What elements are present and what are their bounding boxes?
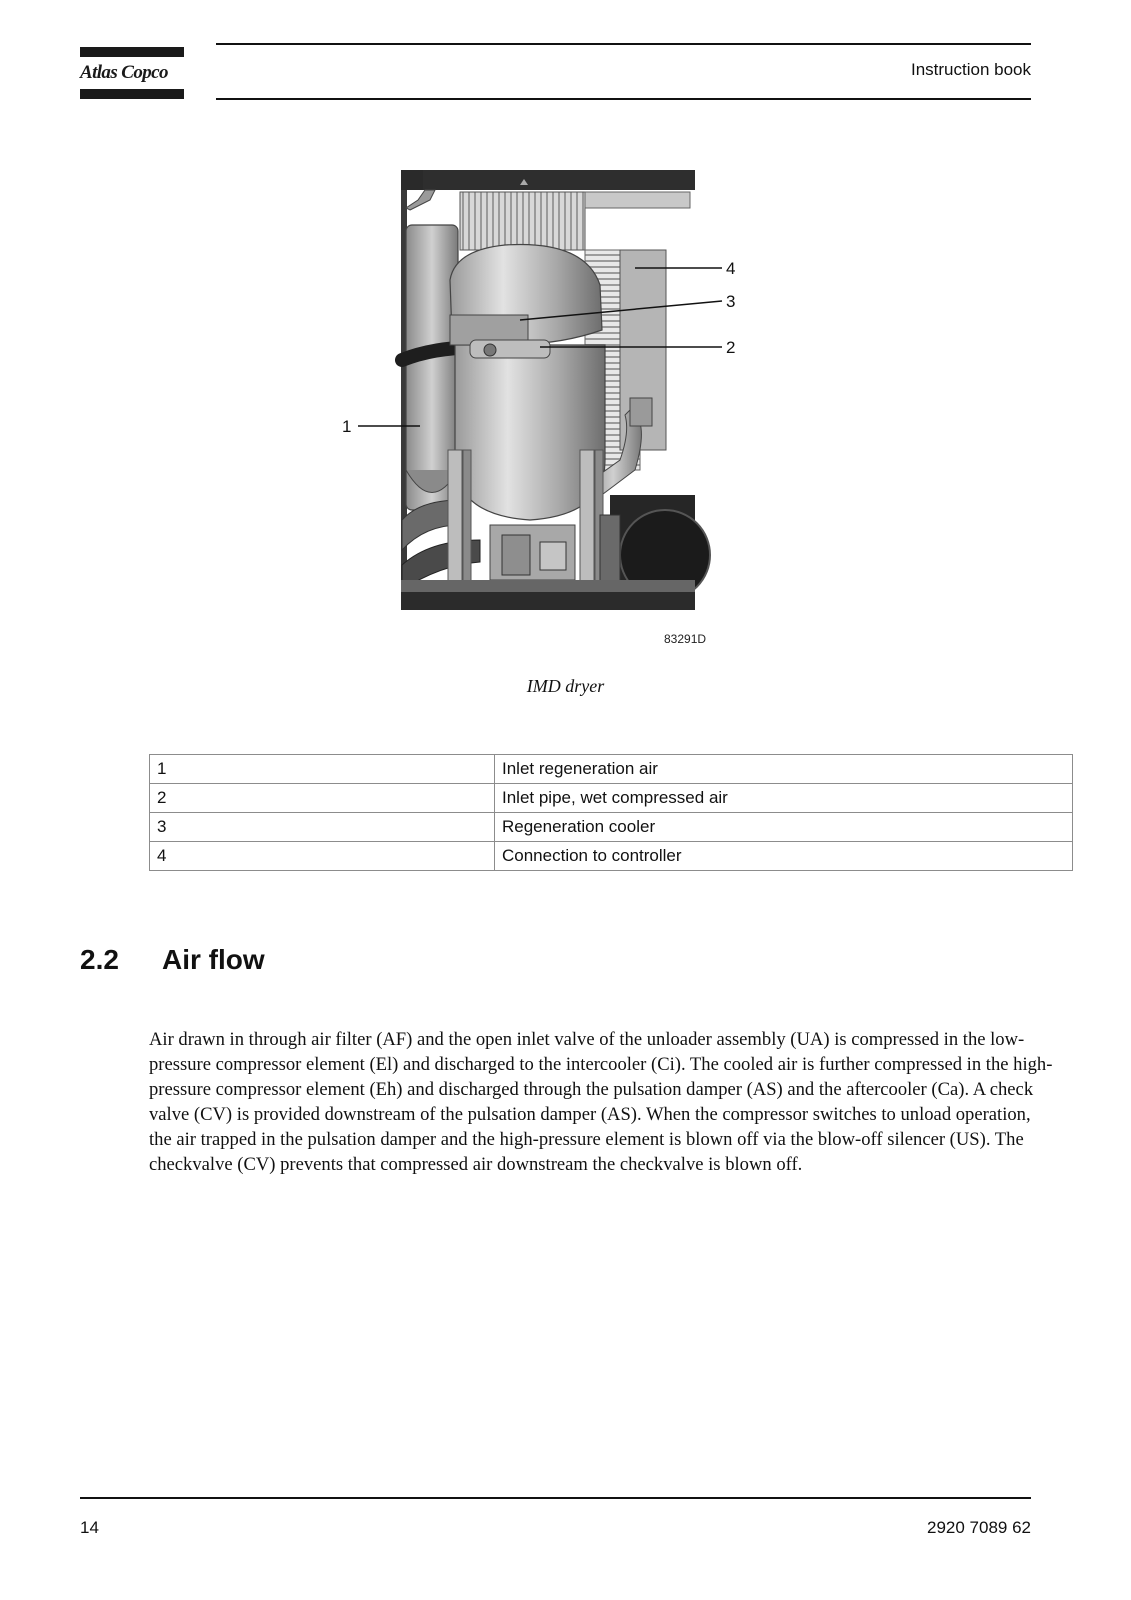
table-row: [150, 784, 1073, 813]
legend-number: 2: [150, 784, 495, 813]
figure-caption: IMD dryer: [526, 676, 605, 696]
callout-4: 4: [726, 259, 736, 278]
table-row: [150, 842, 1073, 871]
legend-table: [149, 754, 1073, 871]
imd-dryer-illustration: [330, 170, 770, 640]
table-row: [150, 813, 1073, 842]
header-rule-bottom: [216, 98, 1031, 100]
callout-3: 3: [726, 292, 736, 311]
document-number: 2920 7089 62: [927, 1518, 1031, 1537]
legend-description: Inlet regeneration air: [495, 755, 1073, 784]
page-number: 14: [80, 1518, 99, 1537]
legend-description: Connection to controller: [495, 842, 1073, 871]
legend-number: 3: [150, 813, 495, 842]
header-title: Instruction book: [910, 60, 1031, 79]
callout-2: 2: [726, 338, 736, 357]
logo-wordmark: Atlas Copco: [80, 62, 168, 83]
legend-number: 1: [150, 755, 495, 784]
atlas-copco-logo: [80, 47, 184, 99]
footer-rule: [80, 1497, 1031, 1499]
table-row: [150, 755, 1073, 784]
header-rule-top: [216, 43, 1031, 45]
callout-1: 1: [342, 417, 352, 436]
legend-description: Regeneration cooler: [495, 813, 1073, 842]
section-paragraph: Air drawn in through air filter (AF) and the open inlet valve of the unloader assembly (UA) is compressed in the low-pressure compressor element (El) and discharged to the intercooler (Ci). The cooled air is further compressed in the high-pressure compressor element (Eh) and discharged through the pulsation damper (AS) and the aftercooler (Ca). A check valve (CV) is provided downstream of the pulsation damper (AS). When the compressor switches to unload operation, the air trapped in the pulsation damper and the high-pressure element is blown off via the blow-off silencer (US). The checkvalve (CV) prevents that compressed air downstream the checkvalve is blown off.: [149, 1029, 1053, 1175]
section-title: Air flow: [162, 944, 265, 975]
legend-number: 4: [150, 842, 495, 871]
figure-code: 83291D: [664, 632, 707, 646]
section-number: 2.2: [80, 944, 119, 975]
legend-description: Inlet pipe, wet compressed air: [495, 784, 1073, 813]
